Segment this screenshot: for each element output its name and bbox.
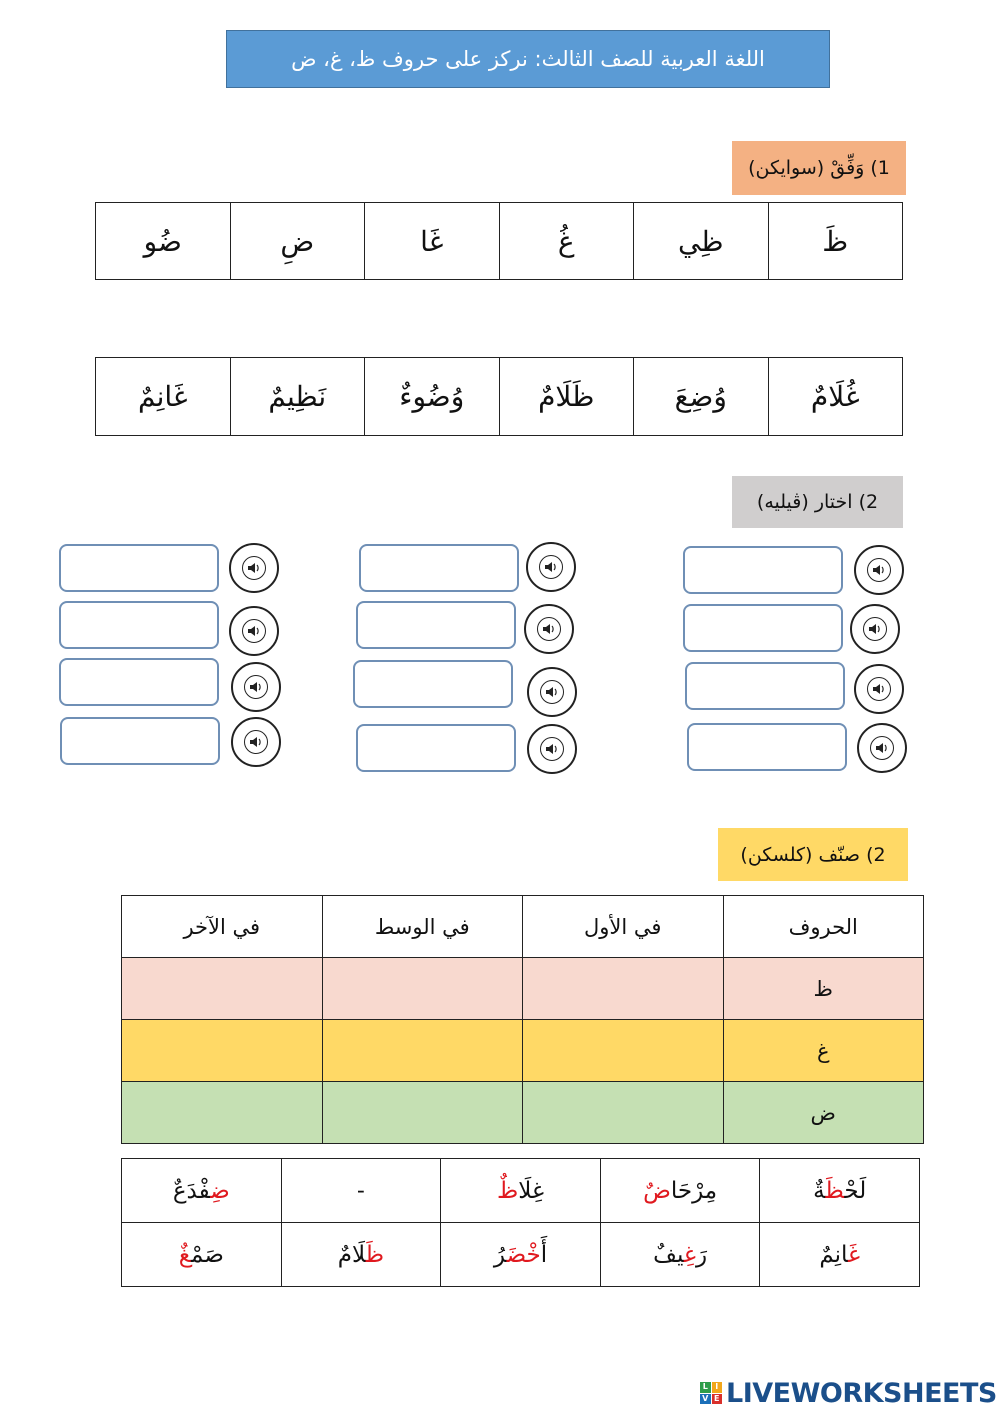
speaker-button[interactable] <box>854 545 904 595</box>
speaker-button[interactable] <box>527 667 577 717</box>
answer-dropdown[interactable] <box>59 601 219 649</box>
match-cell[interactable]: ظَلَامٌ <box>499 358 634 436</box>
column-header: في الآخر <box>122 896 323 958</box>
word-card[interactable]: مِرْحَاضٌ <box>600 1159 760 1223</box>
match-cell[interactable]: غَانِمٌ <box>96 358 231 436</box>
speaker-icon <box>867 558 891 582</box>
speaker-icon <box>863 617 887 641</box>
table-row <box>122 958 924 1020</box>
speaker-icon <box>540 737 564 761</box>
match-cell[interactable]: غَا <box>365 203 500 280</box>
letter-cell: ض <box>723 1082 924 1144</box>
speaker-button[interactable] <box>231 662 281 712</box>
speaker-icon <box>539 555 563 579</box>
speaker-button[interactable] <box>527 724 577 774</box>
letter-cell: غ <box>723 1020 924 1082</box>
word-card[interactable]: أَخْضَرُ <box>441 1223 601 1287</box>
section-match-label: 1) وَفِّقْ (سوايكن) <box>732 141 906 195</box>
match-cell[interactable]: ظَ <box>768 203 903 280</box>
answer-dropdown[interactable] <box>356 601 516 649</box>
word-card[interactable]: غِلَاظٌ <box>441 1159 601 1223</box>
letter-cell: ظ <box>723 958 924 1020</box>
column-header: في الأول <box>523 896 724 958</box>
answer-dropdown[interactable] <box>356 724 516 772</box>
word-bank-table <box>121 1158 920 1287</box>
answer-dropdown[interactable] <box>683 546 843 594</box>
match-cell[interactable]: غُلَامٌ <box>768 358 903 436</box>
speaker-button[interactable] <box>854 664 904 714</box>
column-header: الحروف <box>723 896 924 958</box>
answer-dropdown[interactable] <box>59 658 219 706</box>
match-syllables-table <box>95 202 903 280</box>
speaker-button[interactable] <box>850 604 900 654</box>
logo-icon: L I V E <box>700 1382 722 1404</box>
worksheet-title: اللغة العربية للصف الثالث: نركز على حروف ظ، غ، ض <box>226 30 830 88</box>
speaker-icon <box>867 677 891 701</box>
word-card[interactable]: ضِفْدَعٌ <box>122 1159 282 1223</box>
table-row <box>122 1082 924 1144</box>
speaker-icon <box>242 619 266 643</box>
speaker-button[interactable] <box>229 606 279 656</box>
drop-zone[interactable] <box>322 1082 523 1144</box>
speaker-icon <box>242 556 266 580</box>
table-row <box>122 1020 924 1082</box>
match-cell[interactable]: وُضُوءٌ <box>365 358 500 436</box>
drop-zone[interactable] <box>523 958 724 1020</box>
match-words-table <box>95 357 903 436</box>
speaker-button[interactable] <box>229 543 279 593</box>
drop-zone[interactable] <box>523 1020 724 1082</box>
speaker-icon <box>244 730 268 754</box>
speaker-button[interactable] <box>524 604 574 654</box>
table-row <box>122 1159 920 1223</box>
answer-dropdown[interactable] <box>687 723 847 771</box>
answer-dropdown[interactable] <box>359 544 519 592</box>
word-card[interactable]: صَمْغٌ <box>122 1223 282 1287</box>
speaker-button[interactable] <box>231 717 281 767</box>
match-cell[interactable]: وُضِعَ <box>634 358 769 436</box>
match-cell[interactable]: ظِي <box>634 203 769 280</box>
match-cell[interactable]: ضِ <box>230 203 365 280</box>
drop-zone[interactable] <box>122 1020 323 1082</box>
word-card[interactable]: لَحْظَةٌ <box>760 1159 920 1223</box>
speaker-icon <box>870 736 894 760</box>
word-card[interactable]: ظَلَامٌ <box>281 1223 441 1287</box>
liveworksheets-logo <box>700 1376 997 1410</box>
table-row <box>122 1223 920 1287</box>
column-header: في الوسط <box>322 896 523 958</box>
answer-dropdown[interactable] <box>685 662 845 710</box>
word-card[interactable]: - <box>281 1159 441 1223</box>
speaker-button[interactable] <box>857 723 907 773</box>
word-card[interactable]: رَغِيفٌ <box>600 1223 760 1287</box>
drop-zone[interactable] <box>523 1082 724 1144</box>
section-choose-label: 2) اختار (ڤيليه) <box>732 476 903 528</box>
word-card[interactable]: غَانِمٌ <box>760 1223 920 1287</box>
section-classify-label: 2) صنّف (كلسكن) <box>718 828 908 881</box>
classify-table <box>121 895 924 1144</box>
speaker-icon <box>244 675 268 699</box>
match-cell[interactable]: ضُو <box>96 203 231 280</box>
match-cell[interactable]: غُ <box>499 203 634 280</box>
drop-zone[interactable] <box>322 958 523 1020</box>
answer-dropdown[interactable] <box>59 544 219 592</box>
logo-text: LIVEWORKSHEETS <box>726 1377 997 1409</box>
speaker-icon <box>537 617 561 641</box>
drop-zone[interactable] <box>322 1020 523 1082</box>
drop-zone[interactable] <box>122 958 323 1020</box>
answer-dropdown[interactable] <box>353 660 513 708</box>
speaker-button[interactable] <box>526 542 576 592</box>
speaker-icon <box>540 680 564 704</box>
answer-dropdown[interactable] <box>60 717 220 765</box>
answer-dropdown[interactable] <box>683 604 843 652</box>
drop-zone[interactable] <box>122 1082 323 1144</box>
match-cell[interactable]: نَظِيمٌ <box>230 358 365 436</box>
